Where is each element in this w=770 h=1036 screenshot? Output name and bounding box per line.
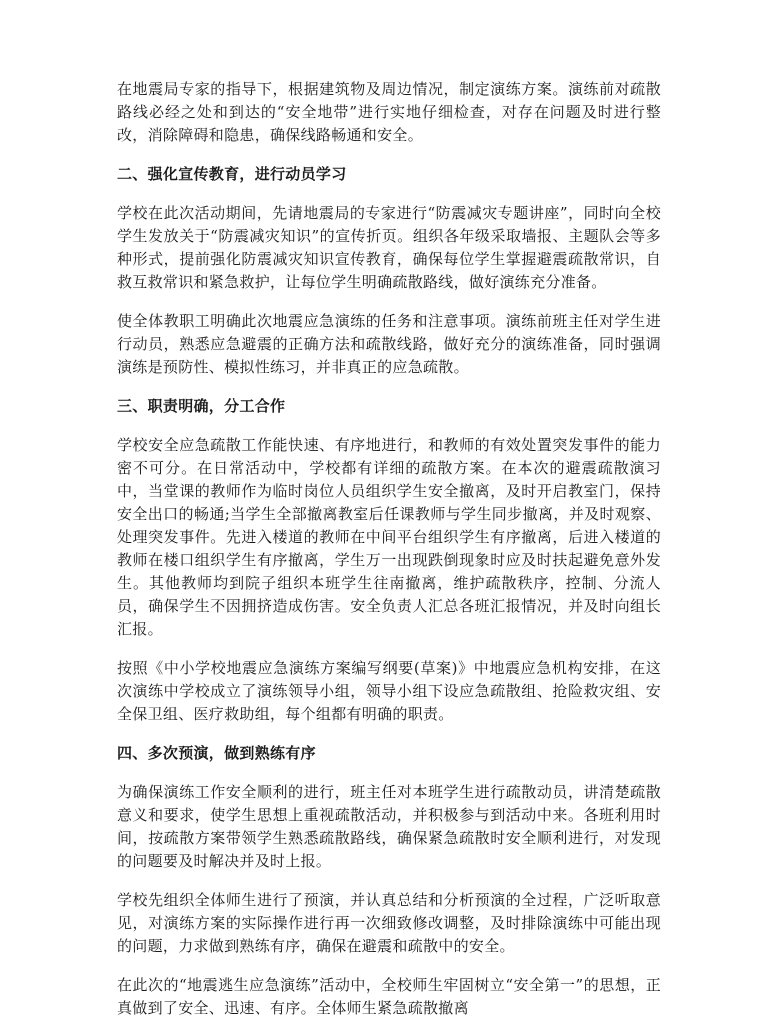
- paragraph: 学校先组织全体师生进行了预演，并认真总结和分析预演的全过程，广泛听取意见，对演练方案的实际操作进行再一次细致修改调整，及时排除演练中可能出现的问题，力求做到熟练有序，确保在避震和疏散中的安全。: [117, 891, 661, 955]
- paragraph: 在地震局专家的指导下，根据建筑物及周边情况，制定演练方案。演练前对疏散路线必经之处和到达的“安全地带”进行实地仔细检查，对存在问题及时进行整改，消除障碍和隐患，确保线路畅通和安全。: [117, 80, 661, 144]
- paragraph: 在此次的“地震逃生应急演练”活动中，全校师生牢固树立“安全第一”的思想，正真做到了安全、迅速、有序。全体师生紧急疏散撤离: [117, 976, 661, 1017]
- paragraph: 为确保演练工作安全顺利的进行，班主任对本班学生进行疏散动员，讲清楚疏散意义和要求，使学生思想上重视疏散活动，并积极参与到活动中来。各班利用时间，按疏散方案带领学生熟悉疏散路线，确保紧急疏散时安全顺利进行，对发现的问题要及时解决并及时上报。: [117, 783, 661, 870]
- paragraph: 学校安全应急疏散工作能快速、有序地进行，和教师的有效处置突发事件的能力密不可分。在日常活动中，学校都有详细的疏散方案。在本次的避震疏散演习中，当堂课的教师作为临时岗位人员组织学生安全撤离，及时开启教室门，保持安全出口的畅通;当学生全部撤离教室后任课教师与学生同步撤离，并及时观察、处理突发事件。先进入楼道的教师在中间平台组织学生有序撤离，后进入楼道的教师在楼口组织学生有序撤离，学生万一出现跌倒现象时应及时扶起避免意外发生。其他教师均到院子组织本班学生往南撤离，维护疏散秩序，控制、分流人员，确保学生不因拥挤造成伤害。安全负责人汇总各班汇报情况，并及时向组长汇报。: [117, 436, 661, 638]
- document-page: [117, 78, 661, 1036]
- paragraph: 使全体教职工明确此次地震应急演练的任务和注意事项。演练前班主任对学生进行动员，熟悉应急避震的正确方法和疏散线路，做好充分的演练准备，同时强调演练是预防性、模拟性练习，并非真正的应急疏散。: [117, 312, 661, 376]
- section-heading: 四、多次预演，做到熟练有序: [117, 744, 316, 762]
- section-heading: 二、强化宣传教育，进行动员学习: [117, 165, 347, 183]
- section-heading: 三、职责明确，分工合作: [117, 397, 286, 415]
- paragraph: 学校在此次活动期间，先请地震局的专家进行“防震减灾专题讲座”，同时向全校学生发放关于“防震减灾知识”的宣传折页。组织各年级采取墙报、主题队会等多种形式，提前强化防震减灾知识宣传教育，确保每位学生掌握避震疏散常识，自救互救常识和紧急救护，让每位学生明确疏散路线，做好演练充分准备。: [117, 204, 661, 291]
- paragraph: 按照《中小学校地震应急演练方案编写纲要(草案)》中地震应急机构安排，在这次演练中学校成立了演练领导小组，领导小组下设应急疏散组、抢险救灾组、安全保卫组、医疗救助组，每个组都有明确的职责。: [117, 659, 661, 723]
